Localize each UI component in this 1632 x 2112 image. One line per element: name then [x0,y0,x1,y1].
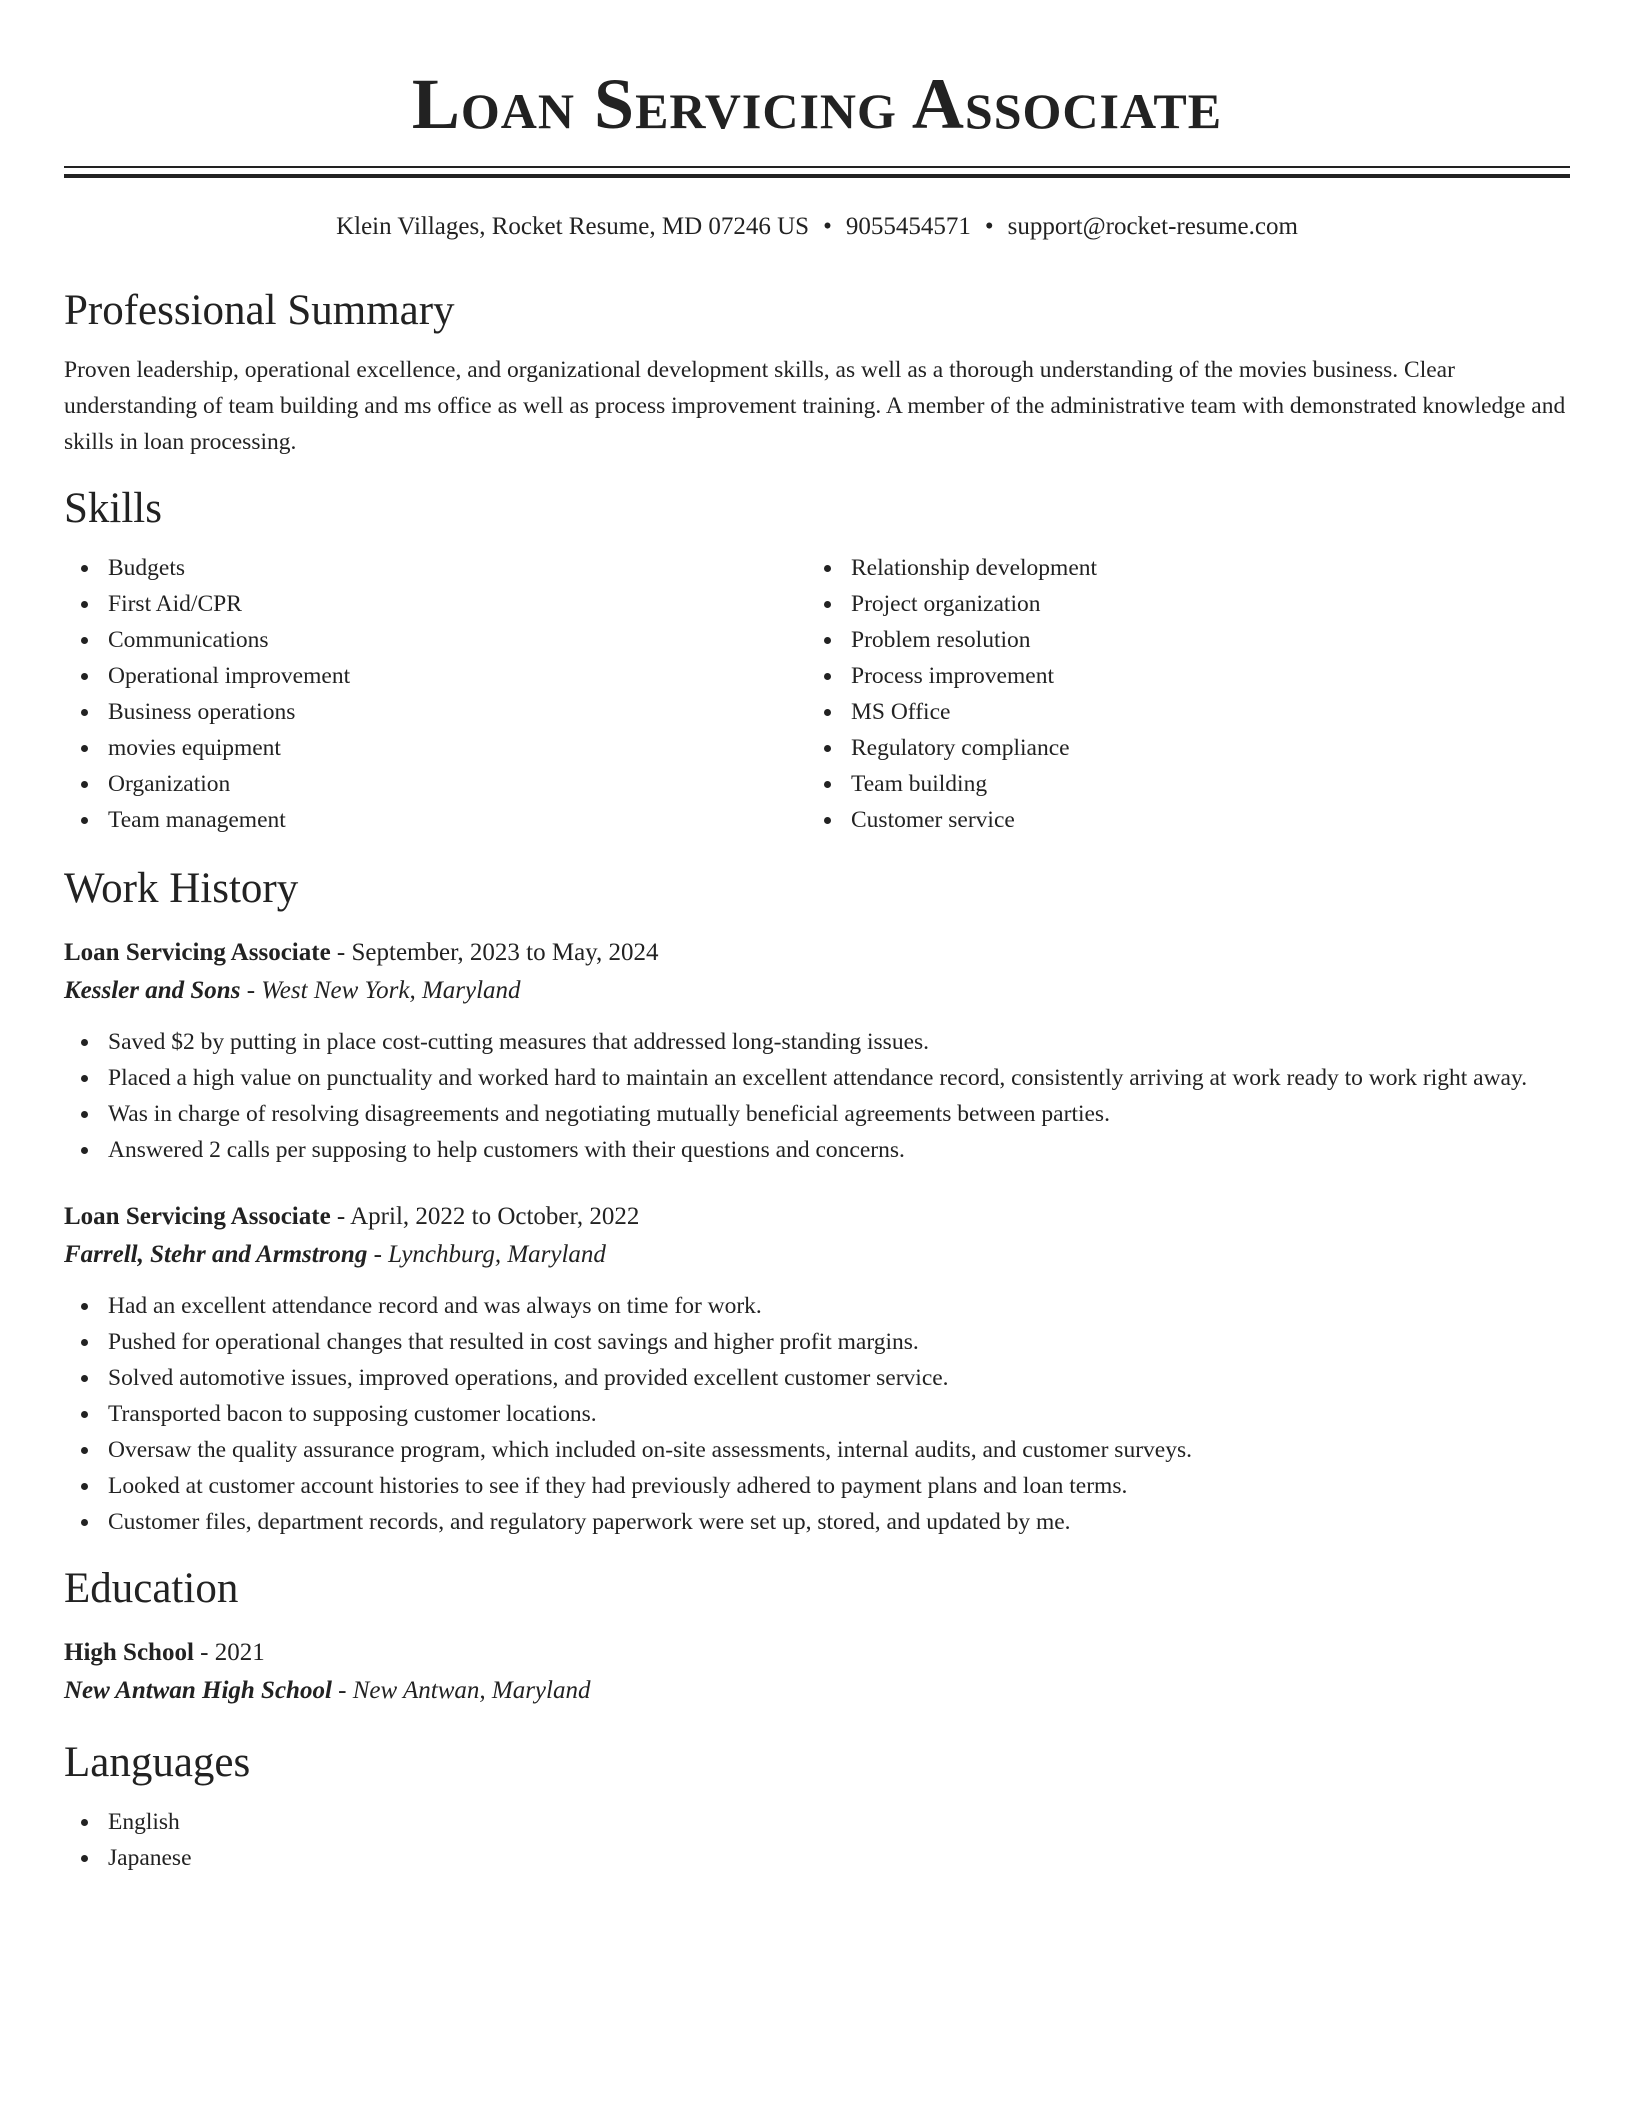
job-dates: - April, 2022 to October, 2022 [330,1203,640,1230]
skill-item: Team management [108,802,807,838]
education-section [64,1564,1570,1710]
contact-address: Klein Villages, Rocket Resume, MD 07246 US [336,213,810,240]
skill-item: Problem resolution [851,622,1550,658]
job-title: Loan Servicing Associate [64,1203,331,1230]
job-title-line [64,934,1570,972]
education-school-line [64,1672,1570,1710]
skills-columns [64,550,1570,838]
languages-heading: Languages [64,1739,251,1786]
skill-item: Customer service [851,802,1550,838]
skill-item: Organization [108,766,807,802]
language-item: English [108,1804,1570,1840]
languages-section [64,1738,1570,1876]
education-school: New Antwan High School [64,1677,332,1704]
job-title-line [64,1198,1570,1236]
job-bullet: Looked at customer account histories to see if they had previously adhered to payment plans and loan terms. [108,1468,1570,1504]
education-heading: Education [64,1565,239,1612]
job-company: Kessler and Sons [64,977,241,1004]
skills-list-left [64,550,807,838]
contact-phone: 9055454571 [845,213,971,240]
header-divider-thin [64,166,1570,168]
job-bullet: Pushed for operational changes that resulted in cost savings and higher profit margins. [108,1324,1570,1360]
job-company: Farrell, Stehr and Armstrong [64,1241,368,1268]
languages-list [64,1804,1570,1876]
skill-item: Budgets [108,550,807,586]
contact-email: support@rocket-resume.com [1007,213,1298,240]
summary-heading: Professional Summary [64,287,455,334]
skill-item: Relationship development [851,550,1550,586]
skills-heading: Skills [64,485,162,532]
education-entry [64,1634,1570,1710]
skills-column-right [807,550,1550,838]
job-bullet: Saved $2 by putting in place cost-cutting measures that addressed long-standing issues. [108,1024,1570,1060]
header-divider-thick [64,174,1570,178]
skill-item: Team building [851,766,1550,802]
skill-item: Project organization [851,586,1550,622]
work-history-section [64,864,1570,1540]
work-history-heading: Work History [64,865,299,912]
job-bullet: Had an excellent attendance record and was always on time for work. [108,1288,1570,1324]
skill-item: Regulatory compliance [851,730,1550,766]
contact-line [64,212,1570,242]
job-bullet: Customer files, department records, and regulatory paperwork were set up, stored, and updated by me. [108,1504,1570,1540]
education-location: - New Antwan, Maryland [331,1677,591,1704]
education-degree: High School [64,1639,194,1666]
job-location: - West New York, Maryland [240,977,521,1004]
job-bullet: Transported bacon to supposing customer locations. [108,1396,1570,1432]
summary-text: Proven leadership, operational excellence, and organizational development skills, as well as a thorough understanding of the movies business. Clear understanding of team building and ms office as well as process improvement training. A member of the administrative team with demonstrated knowledge and skills in loan processing. [64,357,1566,455]
resume-page [64,0,1570,1876]
contact-separator: • [984,213,994,240]
job-bullet: Oversaw the quality assurance program, which included on-site assessments, internal audits, and customer surveys. [108,1432,1570,1468]
education-degree-line [64,1634,1570,1672]
job-entry [64,934,1570,1168]
skills-list-right [807,550,1550,838]
job-bullet: Answered 2 calls per supposing to help customers with their questions and concerns. [108,1132,1570,1168]
contact-separator: • [823,213,832,240]
skill-item: Communications [108,622,807,658]
summary-section [64,286,1570,460]
skill-item: movies equipment [108,730,807,766]
education-year: - 2021 [193,1639,265,1666]
job-bullets [64,1288,1570,1540]
skills-column-left [64,550,807,838]
job-company-line [64,972,1570,1010]
job-entry [64,1198,1570,1540]
job-bullet: Placed a high value on punctuality and worked hard to maintain an excellent attendance record, consistently arriving at work ready to work right away. [108,1060,1570,1096]
skills-section [64,484,1570,838]
job-title: Loan Servicing Associate [64,939,331,966]
skill-item: Operational improvement [108,658,807,694]
job-bullets [64,1024,1570,1168]
job-bullet: Solved automotive issues, improved operations, and provided excellent customer service. [108,1360,1570,1396]
job-dates: - September, 2023 to May, 2024 [330,939,659,966]
job-location: - Lynchburg, Maryland [367,1241,606,1268]
skill-item: Process improvement [851,658,1550,694]
job-company-line [64,1236,1570,1274]
skill-item: First Aid/CPR [108,586,807,622]
language-item: Japanese [108,1840,1570,1876]
resume-name: Loan Servicing Associate [411,64,1223,144]
job-bullet: Was in charge of resolving disagreements and negotiating mutually beneficial agreements between parties. [108,1096,1570,1132]
skill-item: MS Office [851,694,1550,730]
skill-item: Business operations [108,694,807,730]
